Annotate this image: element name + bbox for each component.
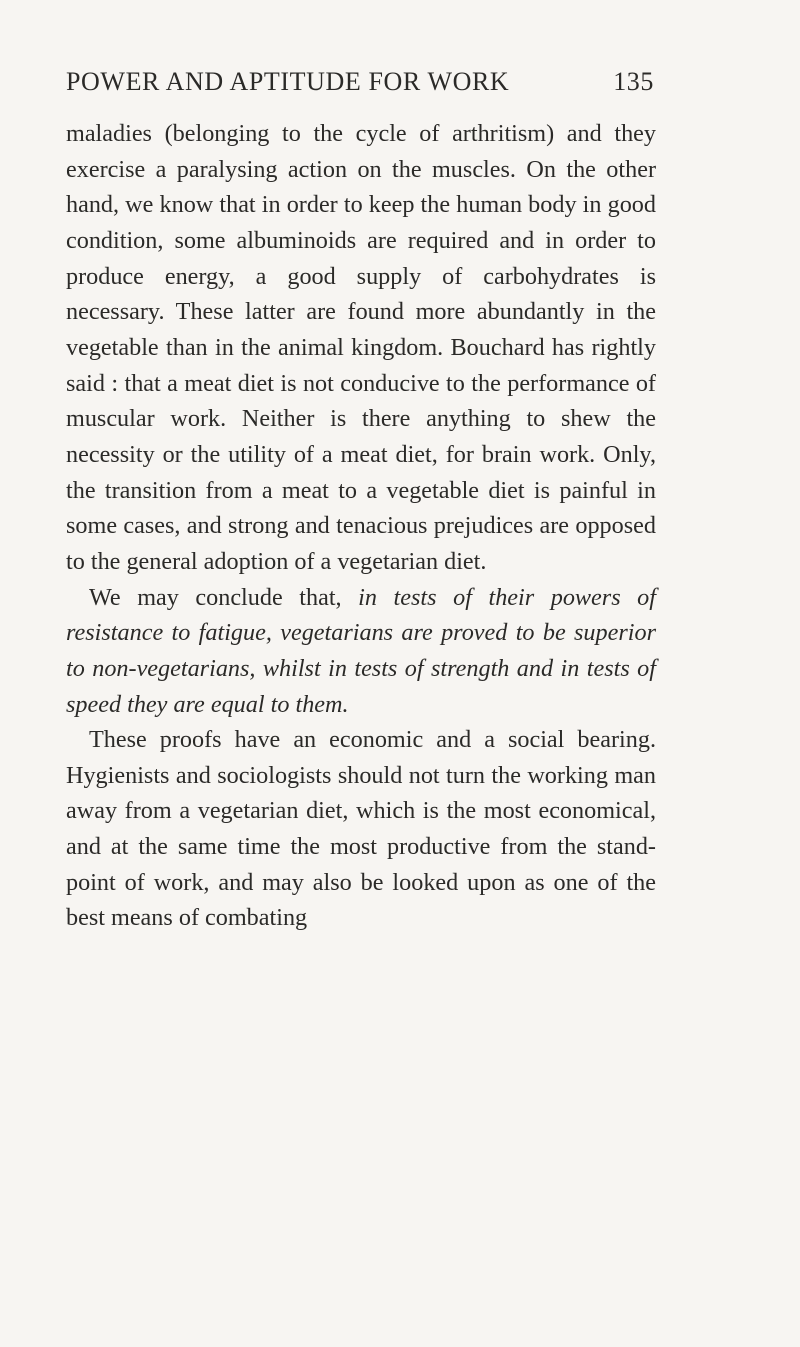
book-page <box>66 62 656 936</box>
paragraph-conclusion <box>66 580 656 723</box>
conclusion-lead: We may conclude that, <box>89 583 359 611</box>
paragraph-continuation: maladies (belonging to the cycle of arthritism) and they exercise a paralysing action on the muscles. On the other hand, we know that in order to keep the human body in good condition, some albuminoids are required and in order to produce energy, a good supply of carbohydrates is necessary. These latter are found more abundantly in the vegetable than in the animal kingdom. Bouchard has rightly said : that a meat diet is not conducive to the performance of muscular work. Neither is there anything to shew the necessity or the utility of a meat diet, for brain work. Only, the transition from a meat to a vegetable diet is painful in some cases, and strong and tenacious prejudices are opposed to the general adoption of a vegetarian diet. <box>66 120 656 575</box>
body-text <box>66 116 656 936</box>
page-number: 135 <box>613 67 654 96</box>
running-head-title: POWER AND APTITUDE FOR WORK <box>66 67 510 96</box>
paragraph-bearing: These proofs have an economic and a social bearing. Hygienists and sociologists should not turn the working man away from a vegetarian diet, which is the most economical, and at the same time the most productive from the stand-point of work, and may also be looked upon as one of the best means of combating <box>66 726 656 932</box>
conclusion-emphasis: in tests of their powers of resistance to fatigue, vegetarians are proved to be superior to non-vegetarians, whilst in tests of strength and in tests of speed they are equal to them. <box>66 583 656 718</box>
running-head <box>66 62 656 102</box>
